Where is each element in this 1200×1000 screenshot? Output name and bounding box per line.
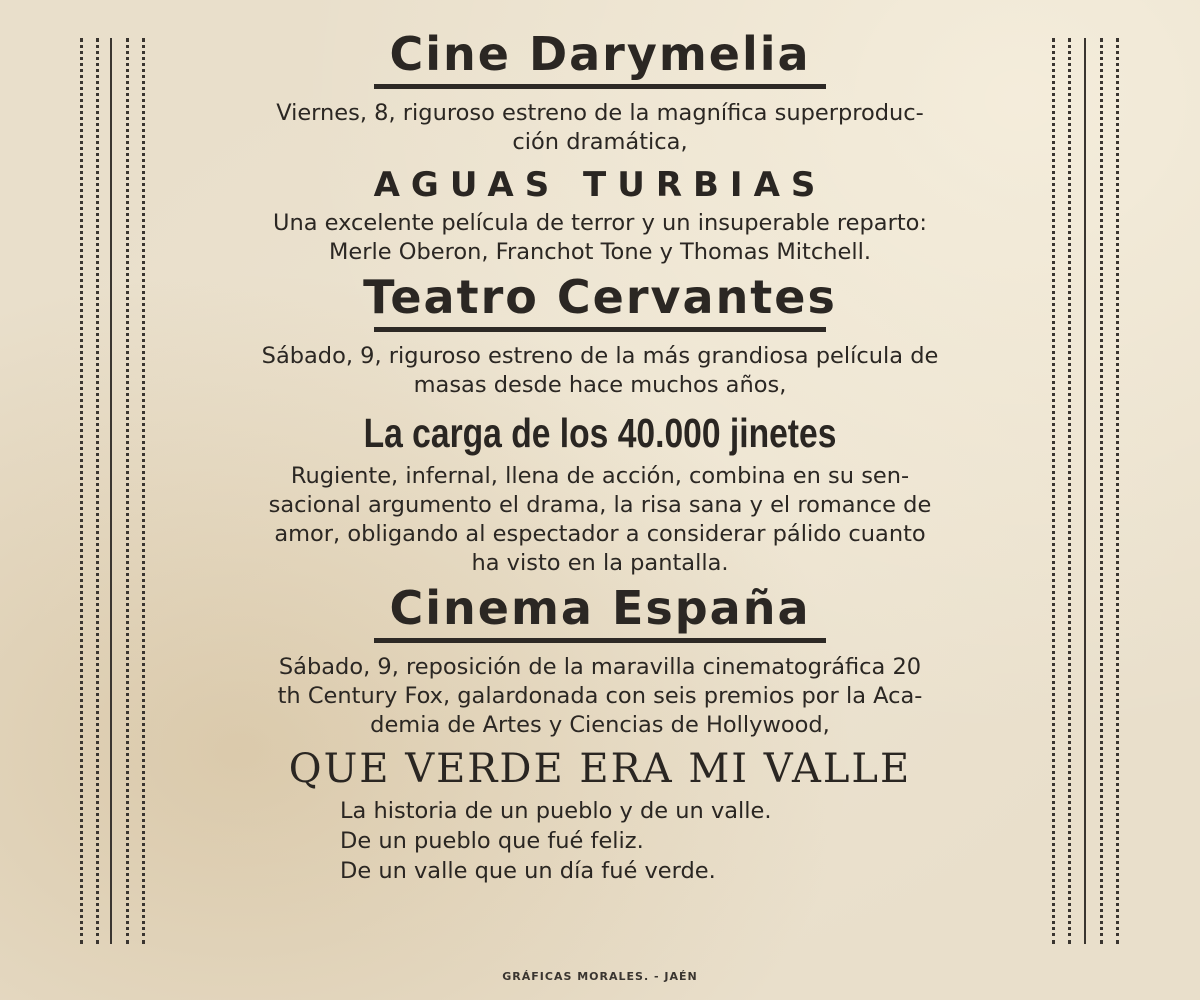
venue-underline [374,84,826,89]
intro-line: masas desde hace muchos años, [413,372,787,398]
details-line: Merle Oberon, Franchot Tone y Thomas Mitchell. [328,239,872,265]
details-line: Una excelente película de terror y un insuperable reparto: [272,210,927,236]
intro-line: Sábado, 9, riguroso estreno de la más grandiosa película de [261,343,939,369]
details-line: sacional argumento el drama, la risa sana y el romance de [268,492,932,518]
intro-line: ción dramática, [512,129,688,155]
film-title: La carga de los 40.000 jinetes [363,410,837,456]
right-border-decoration [1052,38,1122,944]
section-cine-darymelia [190,26,1010,267]
venue-underline [374,638,826,643]
venue-title: Cine Darymelia [389,27,811,81]
intro-line: demia de Artes y Ciencias de Hollywood, [370,712,830,738]
details-line: De un valle que un día fué verde. [340,858,716,884]
details-line: Rugiente, infernal, llena de acción, combina en su sen- [290,463,910,489]
intro-line: Sábado, 9, reposición de la maravilla cinematográfica 20 [278,654,922,680]
venue-underline [374,327,826,332]
details-line: amor, obligando al espectador a considerar pálido cuanto [274,521,926,547]
program-content [190,26,1010,886]
film-title: QUE VERDE ERA MI VALLE [288,746,912,792]
section-teatro-cervantes [190,269,1010,578]
printer-imprint: GRÁFICAS MORALES. - JAÉN [502,970,698,983]
venue-title: Cinema España [389,581,811,635]
details-line: La historia de un pueblo y de un valle. [340,798,772,824]
film-title: AGUAS TURBIAS [373,165,827,205]
venue-title: Teatro Cervantes [363,270,837,324]
section-cinema-espana [190,580,1010,886]
details-line: ha visto en la pantalla. [471,550,729,576]
intro-line: Viernes, 8, riguroso estreno de la magnífica superproduc- [276,100,924,126]
left-border-decoration [80,38,150,944]
details-line: De un pueblo que fué feliz. [340,828,644,854]
intro-line: th Century Fox, galardonada con seis premios por la Aca- [277,683,923,709]
